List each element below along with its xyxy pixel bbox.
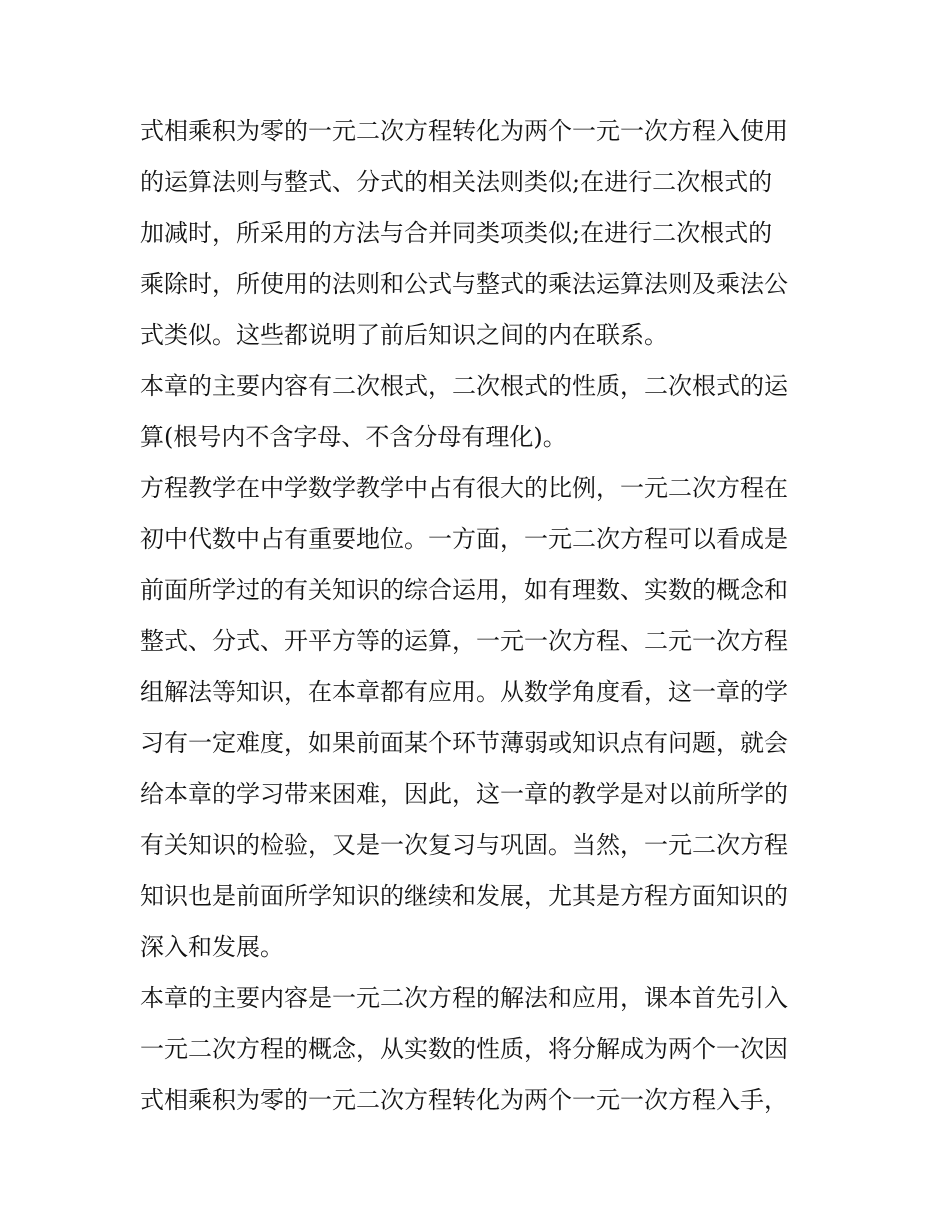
paragraph-1	[140, 106, 820, 361]
text-line: 前面所学过的有关知识的综合运用，如有理数、实数的概念和	[140, 576, 788, 604]
text-line: 深入和发展。	[140, 933, 284, 961]
text-line: 的运算法则与整式、分式的相关法则类似;在进行二次根式的	[140, 168, 773, 196]
text-line: 算(根号内不含字母、不含分母有理化)。	[140, 423, 567, 451]
paragraph-4	[140, 973, 820, 1126]
text-line: 式类似。这些都说明了前后知识之间的内在联系。	[140, 321, 668, 349]
paragraph-2	[140, 361, 820, 463]
text-line: 知识也是前面所学知识的继续和发展，尤其是方程方面知识的	[140, 882, 788, 910]
text-line: 加减时，所采用的方法与合并同类项类似;在进行二次根式的	[140, 219, 773, 247]
text-line: 初中代数中占有重要地位。一方面，一元二次方程可以看成是	[140, 525, 788, 553]
text-line: 本章的主要内容是一元二次方程的解法和应用，课本首先引入	[140, 984, 788, 1012]
text-line: 式相乘积为零的一元二次方程转化为两个一元一次方程入使用	[140, 117, 788, 145]
text-line: 方程教学在中学数学教学中占有很大的比例，一元二次方程在	[140, 474, 788, 502]
text-line: 有关知识的检验，又是一次复习与巩固。当然，一元二次方程	[140, 831, 788, 859]
text-line: 给本章的学习带来困难，因此，这一章的教学是对以前所学的	[140, 780, 788, 808]
document-text	[140, 106, 820, 1126]
text-line: 一元二次方程的概念，从实数的性质，将分解成为两个一次因	[140, 1035, 788, 1063]
text-line: 乘除时，所使用的法则和公式与整式的乘法运算法则及乘法公	[140, 270, 788, 298]
text-line: 本章的主要内容有二次根式，二次根式的性质，二次根式的运	[140, 372, 788, 400]
text-line: 习有一定难度，如果前面某个环节薄弱或知识点有问题，就会	[140, 729, 788, 757]
text-line: 组解法等知识，在本章都有应用。从数学角度看，这一章的学	[140, 678, 788, 706]
paragraph-3	[140, 463, 820, 973]
text-line: 整式、分式、开平方等的运算，一元一次方程、二元一次方程	[140, 627, 788, 655]
text-line: 式相乘积为零的一元二次方程转化为两个一元一次方程入手，	[140, 1086, 788, 1114]
